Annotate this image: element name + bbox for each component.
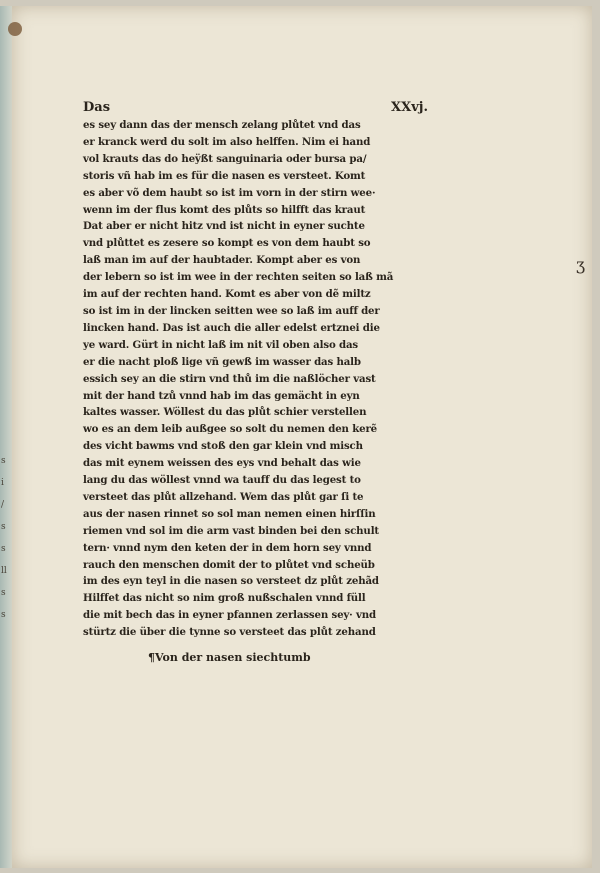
text-line: lang du das wöllest vnnd wa tauff du das legest to [83,474,361,487]
text-line: lincken hand. Das ist auch die aller edelst ertznei die [83,321,380,334]
text-line: Hilffet das nicht so nim groß nußschalen vnnd füll [83,592,366,605]
edge-letter: s [1,456,6,466]
edge-letter: ll [1,566,7,576]
text-line: kaltes wasser. Wöllest du das plůt schier verstellen [83,406,367,419]
text-line: der lebern so ist im wee in der rechten seiten so laß mã [83,271,394,284]
text-line: storis vñ hab im es für die nasen es versteet. Komt [83,169,366,182]
text-line: vol krauts das do heÿßt sanguinaria oder bursa pa/ [83,152,367,165]
text-line: es sey dann das der mensch zelang plůtet vnd das [83,119,361,131]
text-line: ye ward. Gürt in nicht laß im nit vil oben also das [83,338,358,351]
edge-letter: i [1,478,4,488]
text-line: des vicht bawms vnd stoß den gar klein vnd misch [83,440,363,453]
margin-mark: ʒ [576,255,586,274]
text-line: tern· vnnd nym den keten der in dem horn sey vnnd [83,541,372,554]
text-line: rauch den menschen domit der to plůtet vnd scheüb [83,558,375,571]
text-line: laß man im auf der haubtader. Kompt aber es von [83,254,361,267]
text-line: er kranck werd du solt im also helffen. Nim ei hand [83,135,371,148]
text-line: essich sey an die stirn vnd thů im die naßlöcher vast [83,372,376,385]
text-line: Dat aber er nicht hitz vnd ist nicht in eyner suchte [83,220,365,233]
text-line: die mit bech das in eyner pfannen zerlassen sey· vnd [83,609,376,622]
text-line: stürtz die über die tynne so versteet das plůt zehand [83,626,376,639]
edge-letter: s [1,544,6,554]
text-line: wo es an dem leib außgee so solt du nemen den kerẽ [83,423,377,436]
folio-number: XXvj. [391,100,428,115]
text-line: mit der hand tzů vnnd hab im das gemächt in eyn [83,389,360,402]
text-line: so ist im in der lincken seitten wee so laß im auff der [83,304,380,317]
text-line: versteet das plůt allzehand. Wem das plůt gar ſi te [83,490,364,503]
section-rubric: ¶Von der nasen siechtumb [148,651,311,664]
edge-letter: s [1,522,6,532]
edge-letter: s [1,588,6,598]
running-header [83,100,428,115]
body-text [83,117,428,641]
text-block [83,100,428,641]
text-line: im des eyn teyl in die nasen so versteet dz plůt zehãd [83,575,379,588]
facing-page-edge-text [1,450,11,626]
text-line: das mit eynem weissen des eys vnd behalt das wie [83,457,361,470]
header-title: Das [83,100,111,115]
text-line: im auf der rechten hand. Komt es aber von dẽ miltz [83,288,371,301]
edge-letter: s [1,610,6,620]
text-line: vnd plůttet es zesere so kompt es von dem haubt so [83,237,371,250]
ink-stain [8,22,22,36]
edge-letter: / [1,500,5,510]
text-line: aus der nasen rinnet so sol man nemen einen hirſſin [83,507,376,520]
text-line: wenn im der flus komt des plůts so hilfft das kraut [83,203,366,216]
text-line: er die nacht ploß lige vñ gewß im wasser das halb [83,355,361,368]
text-line: es aber võ dem haubt so ist im vorn in der stirn wee· [83,186,376,199]
text-line: riemen vnd sol im die arm vast binden bei den schult [83,524,379,537]
